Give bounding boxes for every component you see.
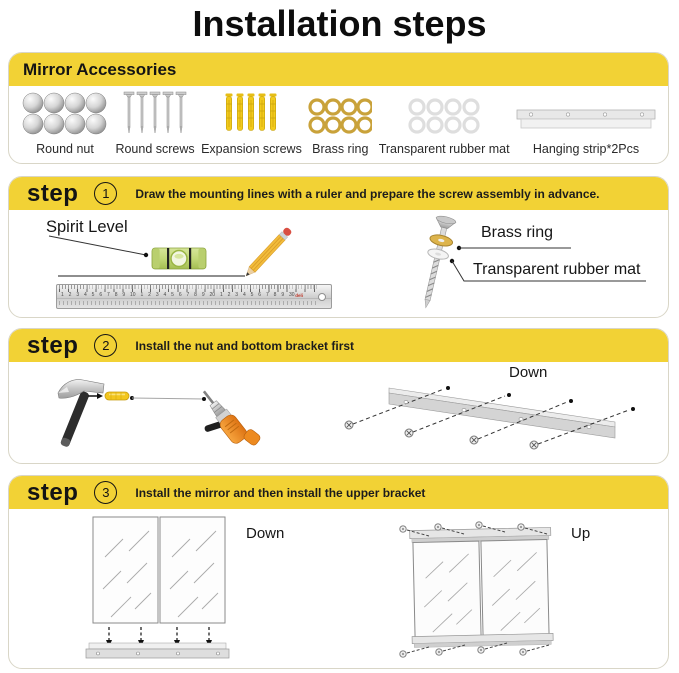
screw-head-icon: [345, 421, 538, 449]
step-description: Draw the mounting lines with a ruler and prepare the screw assembly in advance.: [135, 186, 600, 201]
brass-ring-label: Brass ring: [481, 224, 554, 241]
expansion-screws-icon: [223, 92, 279, 136]
up-label: Up: [571, 525, 591, 542]
ruler-minor-ticks: [59, 285, 317, 289]
step-word: step: [27, 331, 79, 359]
arrow-right-icon: [97, 393, 103, 399]
accessory-hanging-strip: [516, 106, 656, 156]
down-label: Down: [246, 525, 285, 542]
step2-panel: [8, 328, 669, 464]
expansion-anchor-icon: [105, 392, 129, 400]
accessories-panel: [8, 52, 669, 164]
step-number-badge: 3: [94, 481, 117, 504]
step3-illustration: [9, 509, 669, 668]
ruler-bottom-ticks: [59, 301, 317, 305]
accessory-label: Round nut: [36, 142, 94, 156]
step3-header: [9, 476, 668, 509]
step1-body: [9, 210, 668, 318]
ruler-brand: deli: [295, 293, 303, 298]
step1-panel: [8, 176, 669, 318]
rubber-mat-icon: [405, 98, 483, 136]
accessory-label: Hanging strip*2Pcs: [532, 142, 640, 156]
drill-icon: [185, 381, 263, 463]
ruler-divider: [57, 298, 331, 299]
ruler-numbers: 1 2 3 4 5 6 7 8 9 10 1 2 3 4 5 6 7 8 9 20 1 2 3 4 5 6 7 8 9 30: [61, 292, 295, 298]
accessory-label: Expansion screws: [201, 142, 302, 156]
accessories-list: [9, 86, 668, 164]
step-description: Install the nut and bottom bracket first: [135, 338, 355, 353]
accessory-round-nut: [21, 92, 109, 156]
hammer-icon: [58, 380, 104, 448]
accessories-header: [9, 53, 668, 86]
spirit-level-icon: [152, 248, 206, 269]
step1-header: [9, 177, 668, 210]
rubber-mat-washer: [427, 247, 450, 261]
spirit-level-label: Spirit Level: [46, 218, 128, 236]
down-label: Down: [509, 364, 548, 381]
accessory-label: Transparent rubber mat: [378, 142, 510, 156]
hanging-strip-icon: [516, 106, 656, 136]
step-number-badge: 1: [94, 182, 117, 205]
step-word: step: [27, 179, 79, 207]
step-number-badge: 2: [94, 334, 117, 357]
step-word: step: [27, 478, 79, 506]
rubber-mat-label: Transparent rubber mat: [473, 261, 641, 278]
step-description: Install the mirror and then install the upper bracket: [135, 485, 426, 500]
page-title: Installation steps: [192, 3, 487, 44]
ruler-hole: [318, 293, 326, 301]
accessory-label: Round screws: [115, 142, 195, 156]
mirror-installed-graphic: [410, 527, 554, 647]
mirror-drop-graphic: [86, 517, 229, 658]
accessory-rubber-mat: [379, 98, 510, 156]
accessory-round-screws: [115, 90, 194, 156]
step2-body: [9, 362, 668, 463]
round-nut-icon: [21, 92, 109, 136]
bottom-bracket-graphic: [345, 386, 635, 449]
step3-body: [9, 509, 668, 668]
pencil-icon: [243, 226, 292, 278]
step3-panel: [8, 475, 669, 669]
round-screws-icon: [122, 90, 188, 136]
accessory-label: Brass ring: [312, 142, 369, 156]
accessory-expansion-screws: [201, 92, 302, 156]
accessory-brass-ring: [308, 98, 372, 156]
step2-header: [9, 329, 668, 362]
brass-ring-washer: [429, 233, 454, 248]
accessories-title: Mirror Accessories: [23, 59, 177, 79]
ruler-graphic: [56, 284, 332, 309]
brass-ring-icon: [308, 98, 372, 136]
step2-illustration: [9, 362, 669, 463]
